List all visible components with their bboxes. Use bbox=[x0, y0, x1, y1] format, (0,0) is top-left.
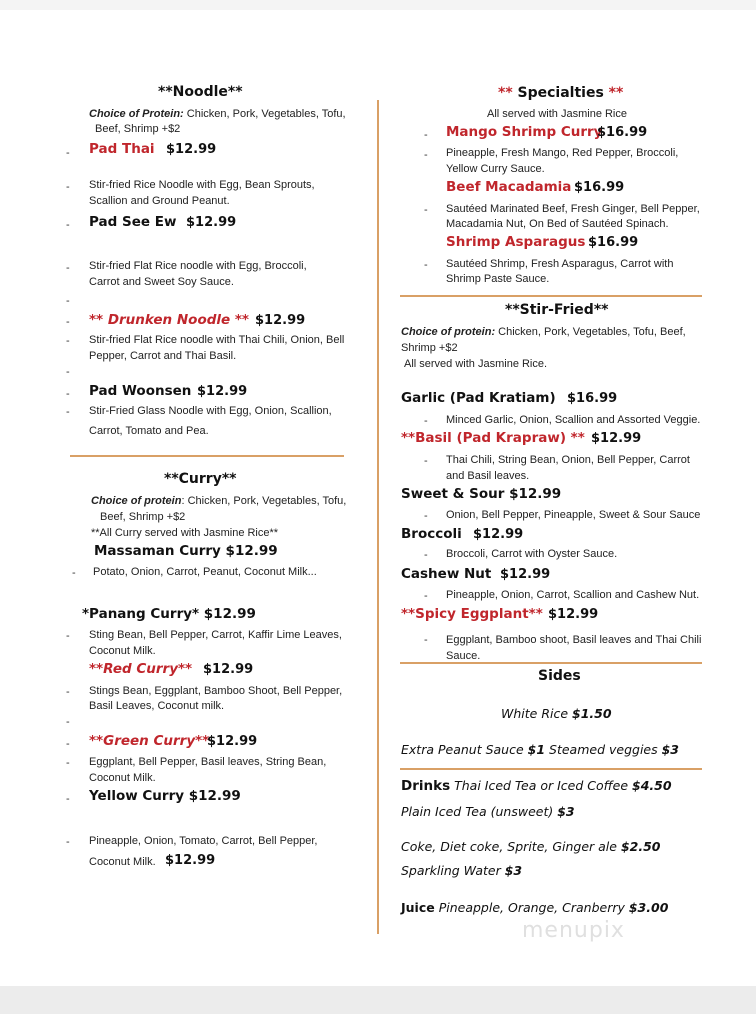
sides-divider bbox=[400, 768, 702, 770]
bullet: - bbox=[66, 366, 70, 378]
stirfried-protein-text: Chicken, Pork, Vegetables, Tofu, Beef, bbox=[498, 326, 686, 338]
desc-garlic: Minced Garlic, Onion, Scallion and Assorted Veggie. bbox=[446, 414, 701, 426]
stirfried-note: All served with Jasmine Rice. bbox=[404, 358, 548, 370]
desc-beef-1: Sautéed Marinated Beef, Fresh Ginger, Bell Pepper, bbox=[446, 203, 700, 215]
noodle-protein-label: Choice of Protein: bbox=[89, 108, 184, 120]
desc-pad-see-ew-1: Stir-fried Flat Rice noodle with Egg, Broccoli, bbox=[89, 260, 307, 272]
drinks-plain-tea-price: $3 bbox=[557, 804, 575, 819]
desc-red-curry-2: Basil Leaves, Coconut milk. bbox=[89, 700, 225, 712]
stirfried-protein-2: Shrimp +$2 bbox=[401, 342, 458, 354]
bullet: - bbox=[66, 738, 70, 750]
bullet: - bbox=[66, 406, 70, 418]
bottom-band bbox=[0, 986, 756, 1014]
dish-yellow-curry: Yellow Curry $12.99 bbox=[89, 788, 241, 804]
price-beef-macadamia: $16.99 bbox=[574, 180, 625, 195]
bullet: - bbox=[424, 455, 428, 467]
bullet: - bbox=[66, 686, 70, 698]
drinks-sparkling-price: $3 bbox=[504, 863, 523, 878]
stirfried-title: **Stir-Fried** bbox=[505, 302, 609, 318]
dish-massaman: Massaman Curry $12.99 bbox=[94, 543, 278, 559]
bullet: - bbox=[66, 295, 70, 307]
drinks-soda-price: $2.50 bbox=[620, 839, 661, 854]
price-broccoli: $12.99 bbox=[473, 527, 524, 542]
drinks-tea-label: Thai Iced Tea or Iced Coffee bbox=[454, 778, 629, 793]
dish-shrimp-asparagus: Shrimp Asparagus bbox=[446, 234, 586, 250]
dish-drunken-noodle: ** Drunken Noodle ** bbox=[89, 312, 249, 328]
drinks-sparkling bbox=[401, 864, 522, 878]
desc-green-curry-1: Eggplant, Bell Pepper, Basil leaves, String Bean, bbox=[89, 756, 327, 768]
bullet: - bbox=[424, 549, 428, 561]
stirfried-protein-label: Choice of protein: bbox=[401, 326, 496, 338]
drinks-soda-label: Coke, Diet coke, Sprite, Ginger ale bbox=[401, 839, 617, 854]
desc-pad-see-ew-2: Carrot and Sweet Soy Sauce. bbox=[89, 276, 234, 288]
bullet: - bbox=[66, 630, 70, 642]
bullet: - bbox=[66, 262, 70, 274]
bullet: - bbox=[66, 219, 70, 231]
bullet: - bbox=[424, 415, 428, 427]
specialties-stars-left: ** bbox=[498, 85, 513, 101]
bullet: - bbox=[66, 388, 70, 400]
desc-eggplant-2: Sauce. bbox=[446, 650, 481, 662]
dish-pad-thai: Pad Thai bbox=[89, 141, 155, 157]
desc-mango-1: Pineapple, Fresh Mango, Red Pepper, Broccoli, bbox=[446, 147, 679, 159]
bullet: - bbox=[424, 129, 428, 141]
bullet: - bbox=[424, 634, 428, 646]
price-spicy-eggplant: $12.99 bbox=[548, 607, 599, 622]
bullet: - bbox=[424, 259, 428, 271]
desc-woonsen-2: Carrot, Tomato and Pea. bbox=[89, 425, 209, 437]
desc-shrimp-asp-1: Sautéed Shrimp, Fresh Asparagus, Carrot with bbox=[446, 258, 674, 270]
dish-sweet-sour: Sweet & Sour $12.99 bbox=[401, 486, 562, 502]
desc-eggplant-1: Eggplant, Bamboo shoot, Basil leaves and Thai Chili bbox=[446, 634, 702, 646]
top-band bbox=[0, 0, 756, 10]
curry-protein-label: Choice of protein bbox=[91, 495, 182, 507]
side-white-rice-label: White Rice bbox=[501, 706, 569, 721]
dish-mango-shrimp-curry: Mango Shrimp Curry bbox=[446, 124, 603, 140]
noodle-protein-text: Chicken, Pork, Vegetables, Tofu, bbox=[186, 108, 346, 120]
desc-drunken-1: Stir-fried Flat Rice noodle with Thai Chili, Onion, Bell bbox=[89, 334, 345, 346]
bullet: - bbox=[66, 716, 70, 728]
specialties-subtitle: All served with Jasmine Rice bbox=[487, 108, 627, 120]
bullet: - bbox=[72, 567, 76, 579]
bullet: - bbox=[424, 204, 428, 216]
specialties-divider bbox=[400, 295, 702, 297]
stirfried-divider bbox=[400, 662, 702, 664]
drinks-juice-price: $3.00 bbox=[628, 900, 669, 915]
desc-beef-2: Macadamia Nut, On Bed of Sautéed Spinach. bbox=[446, 218, 669, 230]
column-divider bbox=[377, 100, 379, 934]
price-pad-thai: $12.99 bbox=[166, 142, 217, 157]
noodle-protein bbox=[89, 108, 346, 121]
noodle-divider bbox=[70, 455, 344, 457]
price-mango-shrimp-curry: $16.99 bbox=[597, 125, 648, 140]
drinks-soda bbox=[401, 840, 661, 854]
price-pad-woonsen: $12.99 bbox=[197, 384, 248, 399]
drinks-tea-price: $4.50 bbox=[632, 778, 672, 793]
dish-green-curry: **Green Curry** bbox=[89, 733, 210, 749]
specialties-title-text: Specialties bbox=[517, 85, 604, 101]
bullet: - bbox=[66, 793, 70, 805]
price-green-curry: $12.99 bbox=[207, 734, 258, 749]
dish-garlic: Garlic (Pad Kratiam) bbox=[401, 390, 556, 406]
side-veggies-label: Steamed veggies bbox=[549, 742, 658, 757]
price-yellow-curry: $12.99 bbox=[165, 853, 216, 868]
drinks-juice-text: Pineapple, Orange, Cranberry bbox=[438, 900, 625, 915]
dish-red-curry: **Red Curry** bbox=[89, 661, 193, 677]
drinks-juice bbox=[401, 901, 668, 915]
dish-pad-woonsen: Pad Woonsen bbox=[89, 383, 192, 399]
dish-broccoli: Broccoli bbox=[401, 526, 462, 542]
bullet: - bbox=[66, 757, 70, 769]
dish-basil: **Basil (Pad Krapraw) ** bbox=[401, 430, 585, 446]
drinks-plain-tea bbox=[401, 805, 575, 819]
side-white-rice-price: $1.50 bbox=[572, 706, 612, 721]
price-pad-see-ew: $12.99 bbox=[186, 215, 237, 230]
desc-red-curry-1: Stings Bean, Eggplant, Bamboo Shoot, Bell Pepper, bbox=[89, 685, 343, 697]
desc-drunken-2: Pepper, Carrot and Thai Basil. bbox=[89, 350, 237, 362]
side-peanut-price: $1 bbox=[527, 742, 546, 757]
desc-basil-1: Thai Chili, String Bean, Onion, Bell Pepper, Carrot bbox=[446, 454, 690, 466]
bullet: - bbox=[66, 335, 70, 347]
desc-woonsen-1: Stir-Fried Glass Noodle with Egg, Onion, Scallion, bbox=[89, 405, 332, 417]
desc-panang-1: Sting Bean, Bell Pepper, Carrot, Kaffir Lime Leaves, bbox=[89, 629, 342, 641]
dish-panang: *Panang Curry* $12.99 bbox=[82, 606, 256, 622]
desc-pad-thai-1: Stir-fried Rice Noodle with Egg, Bean Sprouts, bbox=[89, 179, 315, 191]
dish-spicy-eggplant: **Spicy Eggplant** bbox=[401, 606, 543, 622]
desc-basil-2: and Basil leaves. bbox=[446, 470, 530, 482]
bullet: - bbox=[424, 590, 428, 602]
curry-title: **Curry** bbox=[164, 471, 237, 487]
desc-green-curry-2: Coconut Milk. bbox=[89, 772, 156, 784]
price-red-curry: $12.99 bbox=[203, 662, 254, 677]
dish-cashew: Cashew Nut bbox=[401, 566, 492, 582]
bullet: - bbox=[66, 316, 70, 328]
desc-sweet-sour: Onion, Bell Pepper, Pineapple, Sweet & Sour Sauce bbox=[446, 509, 701, 521]
curry-protein-text: : Chicken, Pork, Vegetables, Tofu, bbox=[181, 495, 347, 507]
price-shrimp-asparagus: $16.99 bbox=[588, 235, 639, 250]
drinks-plain-tea-label: Plain Iced Tea (unsweet) bbox=[401, 804, 554, 819]
desc-cashew: Pineapple, Onion, Carrot, Scallion and Cashew Nut. bbox=[446, 589, 700, 601]
price-garlic: $16.99 bbox=[567, 391, 618, 406]
drinks-label: Drinks bbox=[401, 778, 451, 794]
curry-protein bbox=[91, 495, 346, 508]
side-veggies-price: $3 bbox=[661, 742, 680, 757]
bullet: - bbox=[66, 181, 70, 193]
dish-pad-see-ew: Pad See Ew bbox=[89, 214, 177, 230]
noodle-title: **Noodle** bbox=[158, 84, 243, 100]
bullet: - bbox=[424, 510, 428, 522]
desc-shrimp-asp-2: Shrimp Paste Sauce. bbox=[446, 273, 550, 285]
bullet: - bbox=[424, 149, 428, 161]
watermark: menupix bbox=[522, 918, 625, 943]
desc-yellow-curry-1: Pineapple, Onion, Tomato, Carrot, Bell Pepper, bbox=[89, 835, 318, 847]
desc-mango-2: Yellow Curry Sauce. bbox=[446, 163, 545, 175]
side-white-rice bbox=[501, 707, 612, 721]
desc-yellow-curry-2: Coconut Milk. bbox=[89, 856, 156, 868]
dish-beef-macadamia: Beef Macadamia bbox=[446, 179, 572, 195]
side-peanut-veggies bbox=[401, 743, 679, 757]
price-cashew: $12.99 bbox=[500, 567, 551, 582]
sides-title: Sides bbox=[538, 668, 581, 684]
bullet: - bbox=[66, 836, 70, 848]
specialties-title bbox=[498, 85, 623, 101]
side-peanut-label: Extra Peanut Sauce bbox=[401, 742, 524, 757]
desc-panang-2: Coconut Milk. bbox=[89, 645, 156, 657]
bullet: - bbox=[66, 147, 70, 159]
curry-protein-2: Beef, Shrimp +$2 bbox=[100, 511, 186, 523]
desc-massaman: Potato, Onion, Carrot, Peanut, Coconut Milk... bbox=[93, 566, 317, 578]
drinks-tea bbox=[401, 779, 672, 795]
desc-pad-thai-2: Scallion and Ground Peanut. bbox=[89, 195, 230, 207]
desc-broccoli: Broccoli, Carrot with Oyster Sauce. bbox=[446, 548, 618, 560]
noodle-protein-2: Beef, Shrimp +$2 bbox=[95, 123, 181, 135]
drinks-sparkling-label: Sparkling Water bbox=[401, 863, 501, 878]
stirfried-protein bbox=[401, 326, 686, 339]
drinks-juice-label: Juice bbox=[401, 900, 435, 915]
price-basil: $12.99 bbox=[591, 431, 642, 446]
curry-note: **All Curry served with Jasmine Rice** bbox=[91, 527, 279, 539]
price-drunken-noodle: $12.99 bbox=[255, 313, 306, 328]
specialties-stars-right: ** bbox=[608, 85, 624, 101]
